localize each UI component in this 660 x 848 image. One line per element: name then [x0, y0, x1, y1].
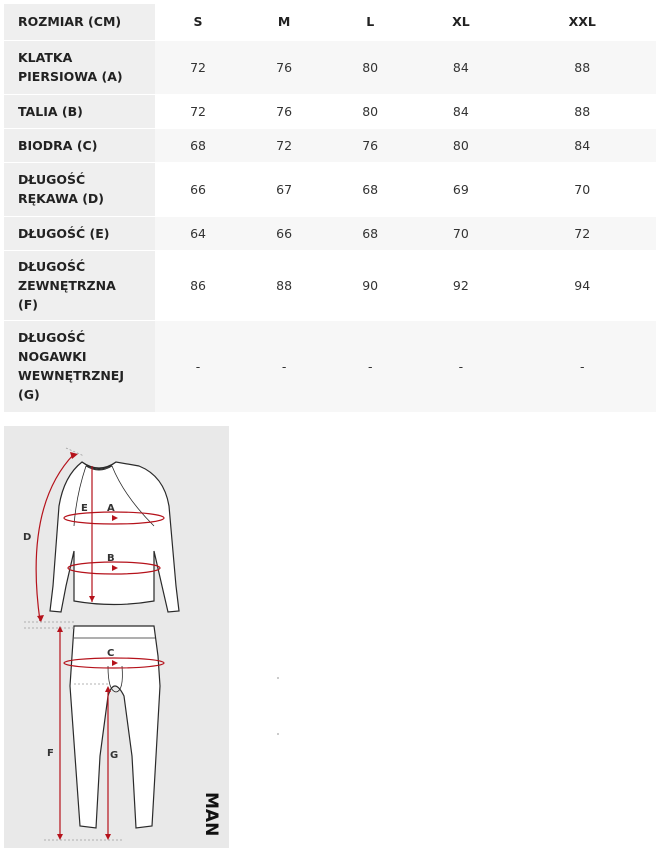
size-value-cell: 76 [241, 40, 327, 94]
header-cell-s: S [155, 4, 241, 40]
table-row [4, 250, 656, 320]
size-value-cell: 84 [413, 40, 508, 94]
size-value-cell: 72 [155, 40, 241, 94]
size-value-cell: 72 [155, 94, 241, 128]
label-f: F [47, 748, 54, 759]
row-label [4, 216, 155, 250]
label-g: G [110, 750, 119, 761]
size-value-cell: - [413, 320, 508, 412]
row-label-line: KLATKA [18, 50, 73, 65]
size-value-cell: 66 [241, 216, 327, 250]
size-value-cell: 72 [509, 216, 656, 250]
label-d: D [23, 532, 32, 543]
pants-outline [70, 626, 160, 828]
size-value-cell: 76 [327, 128, 413, 162]
label-b: B [107, 553, 115, 564]
size-value-cell: 67 [241, 162, 327, 216]
size-value-cell: 86 [155, 250, 241, 320]
size-value-cell: 90 [327, 250, 413, 320]
size-value-cell: 72 [241, 128, 327, 162]
table-row [4, 320, 656, 412]
label-e: E [81, 503, 88, 514]
header-cell-l: L [327, 4, 413, 40]
size-value-cell: 84 [413, 94, 508, 128]
row-label-line: WEWNĘTRZNEJ [18, 368, 124, 383]
size-value-cell: 94 [509, 250, 656, 320]
table-row [4, 128, 656, 162]
size-value-cell: 68 [155, 128, 241, 162]
row-label-line: DŁUGOŚĆ [18, 258, 86, 274]
size-value-cell: 64 [155, 216, 241, 250]
size-value-cell: 80 [327, 94, 413, 128]
shirt-outline [50, 462, 179, 612]
size-value-cell: - [327, 320, 413, 412]
table-row [4, 162, 656, 216]
size-value-cell: 84 [509, 128, 656, 162]
row-label-line: BIODRA (C) [18, 137, 98, 153]
row-label-line: DŁUGOŚĆ [18, 172, 86, 187]
row-label-line: DŁUGOŚĆ (E) [18, 225, 110, 241]
row-label-line: ZEWNĘTRZNA [18, 277, 116, 293]
label-c: C [107, 648, 115, 659]
row-label [4, 128, 155, 162]
size-value-cell: 88 [509, 94, 656, 128]
header-cell-m: M [241, 4, 327, 40]
row-label-line: (G) [18, 387, 40, 402]
size-value-cell: - [155, 320, 241, 412]
size-value-cell: 88 [241, 250, 327, 320]
decorative-dot [277, 677, 279, 679]
header-cell-size: ROZMIAR (CM) [4, 4, 155, 40]
table-header-row [4, 4, 656, 40]
size-value-cell: 76 [241, 94, 327, 128]
size-value-cell: 88 [509, 40, 656, 94]
row-label-line: TALIA (B) [18, 103, 83, 119]
header-cell-xl: XL [413, 4, 508, 40]
label-a: A [107, 503, 115, 514]
row-label [4, 40, 155, 94]
row-label [4, 94, 155, 128]
table-row [4, 40, 656, 94]
garment-diagram [4, 426, 229, 848]
decorative-dot [277, 733, 279, 735]
size-value-cell: 80 [327, 40, 413, 94]
size-value-cell: 69 [413, 162, 508, 216]
size-value-cell: - [241, 320, 327, 412]
size-value-cell: 70 [413, 216, 508, 250]
size-value-cell: 70 [509, 162, 656, 216]
garment-measurement-figure [4, 426, 229, 848]
row-label-line: (F) [18, 296, 38, 312]
size-value-cell: 80 [413, 128, 508, 162]
row-label [4, 320, 155, 412]
size-value-cell: - [509, 320, 656, 412]
row-label-line: NOGAWKI [18, 349, 87, 364]
size-value-cell: 68 [327, 216, 413, 250]
row-label-line: PIERSIOWA (A) [18, 69, 123, 84]
gender-label: MAN [201, 792, 221, 837]
row-label [4, 250, 155, 320]
header-cell-xxl: XXL [509, 4, 656, 40]
row-label-line: RĘKAWA (D) [18, 191, 105, 206]
row-label [4, 162, 155, 216]
size-value-cell: 68 [327, 162, 413, 216]
size-table [4, 4, 656, 413]
size-value-cell: 92 [413, 250, 508, 320]
table-row [4, 94, 656, 128]
table-row [4, 216, 656, 250]
size-value-cell: 66 [155, 162, 241, 216]
row-label-line: DŁUGOŚĆ [18, 330, 86, 345]
